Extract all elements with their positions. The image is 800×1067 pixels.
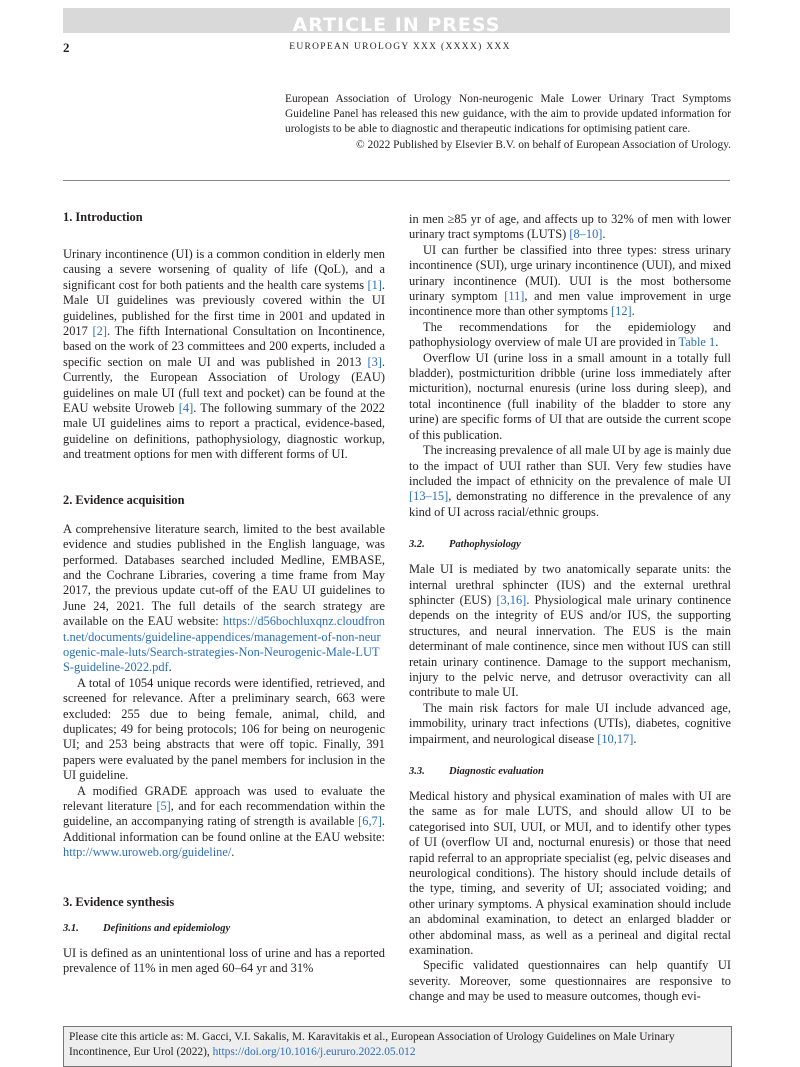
diagnostic-paragraph: Medical history and physical examination of males with UI are the same as for male LUTS, and should allow UI to be categorised into SUI, UUI, or MUI, and to identify other types of UI (overflow UI and, nocturnal enuresis) or those that need rapid referral to an appropriate specialist (eg, pelvic diseases and neurological conditions). The history should include details of the type, timing, and severity of UI; associated voiding; and other urinary symptoms. A physical examination should include an abdominal examination, to detect an enlarged bladder or other abdominal mass, as well as a perineal and digital rectal examination.: [409, 789, 731, 958]
ref-link[interactable]: [2]: [92, 324, 107, 339]
pathophysiology-paragraph: Male UI is mediated by two anatomically separate units: the internal urethral sphincter (IUS) and the external urethral sphincter (EUS) [3,16]. Physiological male urinary continence depends on the integrity of EUS and/or IUS, the supporting structures, and neural innervation. The EUS is the main determinant of male continence, since men without IUS can still retain urinary continence. Damage to the support mechanism, injury to the pelvic nerve, and detrusor overactivity can all contribute to male UI.: [409, 562, 731, 700]
search-strategy-link[interactable]: https://d56bochluxqnz.cloudfront.net/documents/guideline-appendices/management-of-non-neurogenic-male-luts/Search-strategies-Non-Neurogenic-Male-LUTS-guideline-2022.pdf: [63, 614, 385, 675]
left-column: [63, 210, 385, 976]
subsection-3-1-heading: 3.1. Definitions and epidemiology: [63, 922, 231, 934]
overflow-ui-paragraph: Overflow UI (urine loss in a small amount in a totally full bladder), postmicturition dribble (urine loss immediately after micturition), nocturnal enuresis (urine loss during sleep), and total incontinence (full inability of the bladder to store any urine) are specific forms of UI that are outside the current scope of this publication.: [409, 350, 731, 442]
ref-link[interactable]: [10,17]: [597, 731, 634, 746]
ref-link[interactable]: [8–10]: [569, 227, 603, 242]
right-column: [409, 212, 731, 1005]
journal-running-header: EUROPEAN UROLOGY XXX (XXXX) XXX: [289, 42, 511, 52]
doi-link[interactable]: https://doi.org/10.1016/j.eururo.2022.05.012: [212, 1045, 416, 1058]
ref-link[interactable]: [6,7]: [358, 814, 382, 829]
ref-link[interactable]: [12]: [611, 304, 632, 319]
ref-link[interactable]: [4]: [178, 401, 194, 416]
questionnaires-paragraph: Specific validated questionnaires can help quantify UI severity. Moreover, some questionnaires are responsive to change and may be used to measure outcomes, though evi-: [409, 958, 731, 1004]
evidence-paragraph-1: A comprehensive literature search, limited to the best available evidence and studies published in the English language, was performed. Databases searched included Medline, EMBASE, and the Cochrane Libraries, covering a time frame from May 2017, the previous update cut-off of the EAU UI guidelines to June 24, 2021. The full details of the search strategy are available on the EAU website: https://d56bochluxqnz.cloudfront.net/documents/guideline-appendices/management-of-non-neurogenic-male-luts/Search-strategies-Non-Neurogenic-Male-LUTS-guideline-2022.pdf.: [63, 521, 385, 675]
ref-link[interactable]: [5]: [156, 799, 171, 813]
section-3-heading: 3. Evidence synthesis: [63, 894, 175, 909]
definitions-paragraph: UI is defined as an unintentional loss of urine and has a reported prevalence of 11% in men aged 60–64 yr and 31%: [63, 945, 385, 976]
copyright-line: © 2022 Published by Elsevier B.V. on behalf of European Association of Urology.: [356, 139, 731, 151]
ref-link[interactable]: [3,16]: [496, 592, 527, 607]
section-1-heading: 1. Introduction: [63, 210, 143, 224]
evidence-paragraph-2: A total of 1054 unique records were identified, retrieved, and screened for relevance. After a preliminary search, 663 were excluded: 255 due to being female, animal, child, and duplicates; 49 for being protocols; 106 for being on neurogenic UI; and 253 being abstracts that were off topic. Finally, 391 papers were evaluated by the panel members for inclusion in the UI guideline.: [63, 675, 385, 783]
ref-link[interactable]: [11]: [504, 289, 525, 304]
section-2-heading: 2. Evidence acquisition: [63, 492, 185, 507]
abstract-tail: [285, 92, 731, 153]
top-divider: [63, 180, 730, 181]
abstract-text: European Association of Urology Non-neurogenic Male Lower Urinary Tract Symptoms Guideline Panel has released this new guidance, with the aim to provide updated information for urologists to be able to diagnostic and therapeutic indications for optimising patient care.: [285, 93, 731, 135]
evidence-paragraph-3: A modified GRADE approach was used to evaluate the relevant literature [5], and for each recommendation within the guideline, an accompanying rating of strength is available [6,7]. Additional information can be found online at the EAU website: http://www.uroweb.org/guideline/.: [63, 783, 386, 860]
article-in-press-banner: ARTICLE IN PRESS: [63, 8, 730, 33]
table-1-link[interactable]: Table 1: [678, 335, 716, 350]
ui-types-paragraph: UI can further be classified into three types: stress urinary incontinence (SUI), urge urinary incontinence (UUI), and mixed urinary incontinence (MUI). UUI is the most bothersome urinary symptom [11], and men value improvement in urge incontinence more than other symptoms [12].: [409, 242, 731, 319]
prevalence-paragraph: The increasing prevalence of all male UI by age is mainly due to the impact of UUI rather than SUI. Very few studies have included the impact of ethnicity on the prevalence of male UI [13–15], demonstrating no difference in the prevalence of any kind of UI across racial/ethnic groups.: [409, 443, 731, 519]
page-number: 2: [63, 40, 70, 55]
subsection-3-3-heading: 3.3. Diagnostic evaluation: [409, 766, 544, 777]
ref-link[interactable]: [1]: [367, 277, 382, 292]
uroweb-guideline-link[interactable]: http://www.uroweb.org/guideline/: [63, 845, 232, 860]
introduction-paragraph: Urinary incontinence (UI) is a common condition in elderly men causing a severe worsening of quality of life (QoL), and a significant cost for both patients and the health care systems [1]. Male UI guidelines was previously covered within the UI guidelines, published for the first time in 2001 and updated in 2017 [2]. The fifth International Consultation on Incontinence, based on the work of 23 committees and 200 experts, included a specific section on male UI and was published in 2013 [3]. Currently, the European Association of Urology (EAU) guidelines on male UI (full text and pocket) can be found at the EAU website Uroweb [4]. The following summary of the 2022 male UI guidelines aims to report a practical, evidence-based, guideline on definitions, pathophysiology, diagnostic workup, and treatment options for men with different forms of UI.: [63, 247, 385, 462]
risk-factors-paragraph: The main risk factors for male UI include advanced age, immobility, urinary tract infections (UTIs), diabetes, cognitive impairment, and neurological disease [10,17].: [409, 700, 731, 746]
epidemiology-continued: in men ≥85 yr of age, and affects up to 32% of men with lower urinary tract symptoms (LUTS) [8–10].: [409, 212, 731, 242]
recommendations-paragraph: The recommendations for the epidemiology and pathophysiology overview of male UI are provided in Table 1.: [409, 319, 731, 350]
citation-box: Please cite this article as: M. Gacci, V.I. Sakalis, M. Karavitakis et al., European Association of Urology Guidelines on Male Urinary Incontinence, Eur Urol (2022), https://doi.org/10.1016/j.eururo.2022.05.012: [63, 1026, 732, 1067]
subsection-3-2-heading: 3.2. Pathophysiology: [409, 539, 521, 551]
ref-link[interactable]: [3]: [367, 354, 382, 369]
ref-link[interactable]: [13–15]: [409, 489, 449, 504]
